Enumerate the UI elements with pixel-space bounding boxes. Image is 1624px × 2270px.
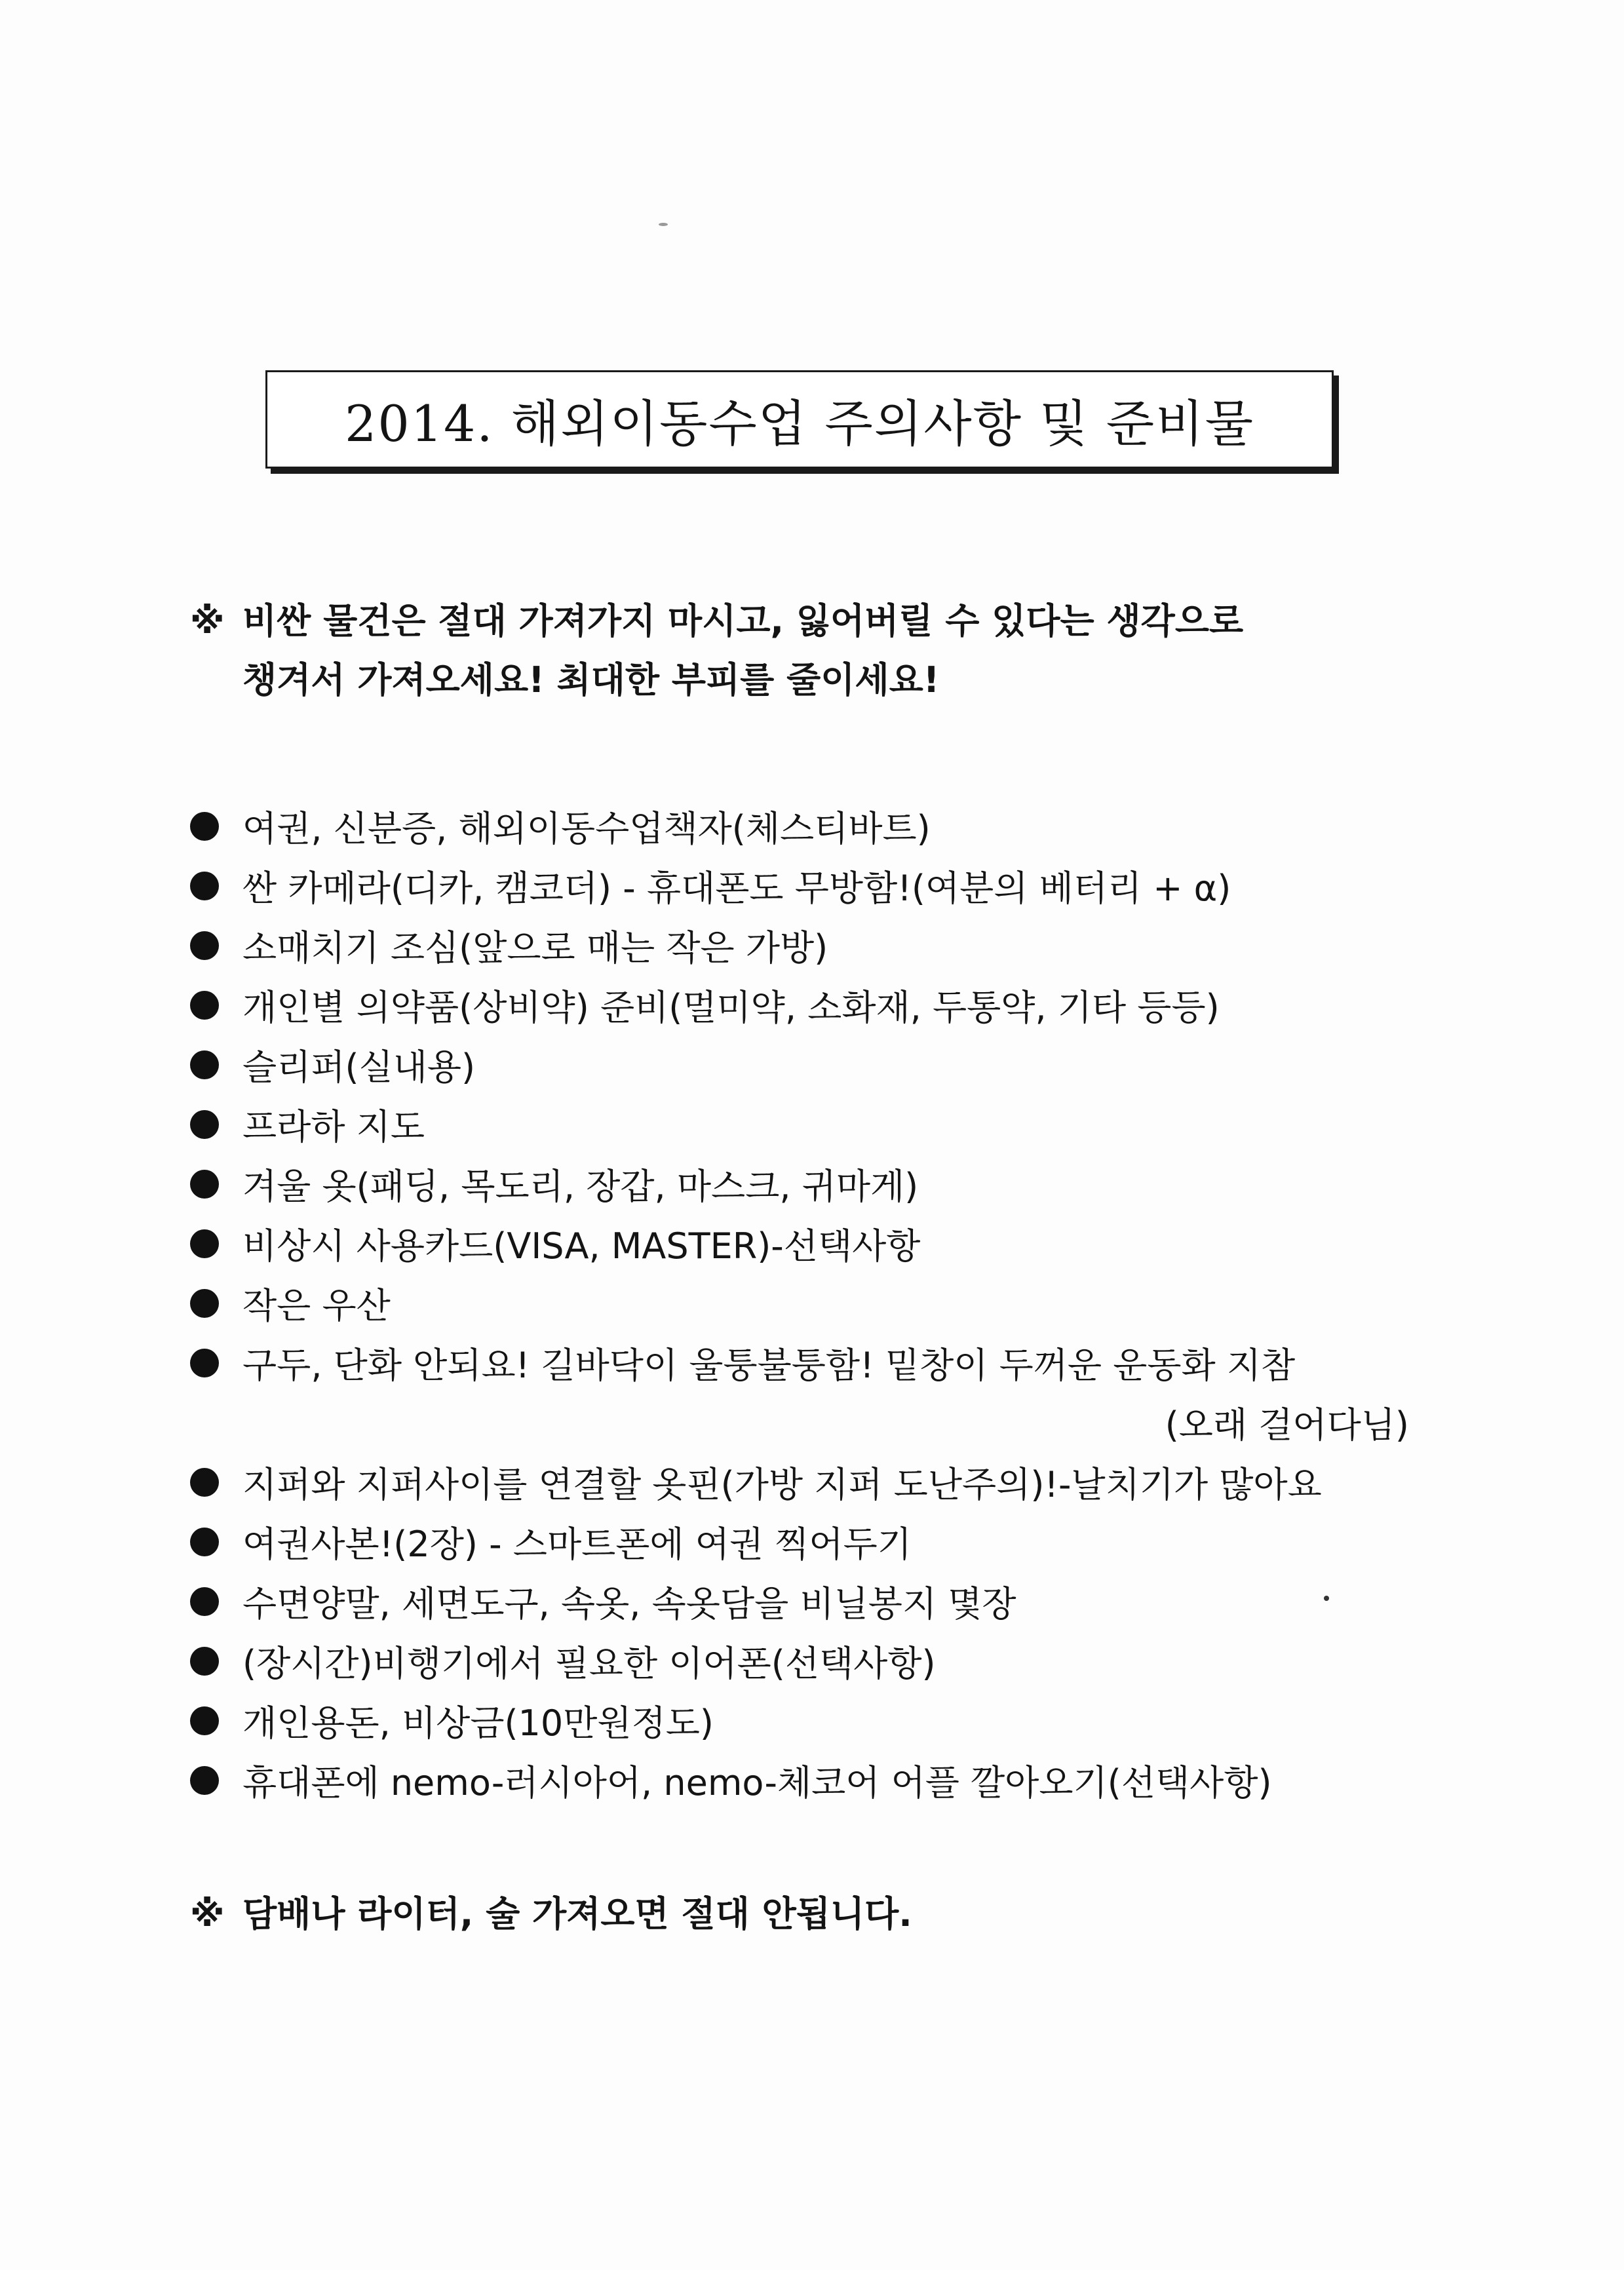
item-text: 휴대폰에 nemo-러시아어, nemo-체코어 어플 깔아오기(선택사항) — [242, 1762, 1272, 1803]
list-item — [190, 1750, 1435, 1810]
item-text: (장시간)비행기에서 필요한 이어폰(선택사항) — [242, 1643, 936, 1684]
bullet-icon — [190, 1349, 219, 1377]
bottom-notice — [190, 1886, 912, 1936]
bullet-icon — [190, 1706, 219, 1735]
list-item — [190, 1631, 1435, 1691]
list-item — [190, 856, 1435, 915]
bullet-icon — [190, 1766, 219, 1795]
list-item — [190, 1691, 1435, 1750]
bullet-icon — [190, 1468, 219, 1497]
item-text: 프라하 지도 — [242, 1106, 425, 1147]
bullet-icon — [190, 812, 219, 841]
item-text: 구두, 단화 안되요! 길바닥이 울퉁불퉁함! 밑창이 두꺼운 운동화 지참 — [242, 1345, 1296, 1386]
list-item — [190, 1512, 1435, 1571]
list-item — [190, 915, 1435, 975]
reference-mark-icon: ※ — [190, 1893, 225, 1934]
item-text: 소매치기 조심(앞으로 매는 작은 가방) — [242, 927, 828, 969]
list-item — [190, 1452, 1435, 1512]
list-item — [190, 1571, 1435, 1631]
list-item — [190, 1273, 1435, 1333]
bullet-icon — [190, 1528, 219, 1556]
bullet-icon — [190, 991, 219, 1020]
bottom-notice-text: 담배나 라이터, 술 가져오면 절대 안됩니다. — [242, 1893, 912, 1934]
item-text: 여권사본!(2장) - 스마트폰에 여권 찍어두기 — [242, 1524, 912, 1565]
paper-speck — [1324, 1596, 1329, 1601]
list-item-continuation: (오래 걸어다님) — [1165, 1404, 1409, 1446]
item-text: 싼 카메라(디카, 캠코더) - 휴대폰도 무방함!(여분의 베터리 + α) — [242, 868, 1231, 909]
bullet-icon — [190, 1110, 219, 1139]
list-item — [190, 796, 1435, 856]
item-text: 개인별 의약품(상비약) 준비(멀미약, 소화재, 두통약, 기타 등등) — [242, 987, 1220, 1028]
page-title: 2014. 해외이동수업 주의사항 및 준비물 — [344, 394, 1255, 453]
bullet-icon — [190, 1587, 219, 1616]
item-text: 여권, 신분증, 해외이동수업책자(체스티바트) — [242, 808, 931, 849]
item-text: 개인용돈, 비상금(10만원정도) — [242, 1702, 714, 1744]
reference-mark-icon: ※ — [190, 600, 225, 642]
item-text: 겨울 옷(패딩, 목도리, 장갑, 마스크, 귀마게) — [242, 1166, 919, 1207]
bullet-icon — [190, 1289, 219, 1318]
item-text: 지퍼와 지퍼사이를 연결할 옷핀(가방 지퍼 도난주의)!-날치기가 많아요 — [242, 1464, 1322, 1505]
checklist — [190, 796, 1435, 1810]
paper-speck — [659, 223, 668, 226]
list-item — [190, 975, 1435, 1035]
list-item — [190, 1214, 1435, 1273]
bullet-icon — [190, 1229, 219, 1258]
list-item — [190, 1154, 1435, 1214]
top-notice-line1 — [190, 593, 1243, 644]
top-notice-text-1: 비싼 물건은 절대 가져가지 마시고, 잃어버릴 수 있다는 생각으로 — [242, 600, 1244, 642]
bullet-icon — [190, 1647, 219, 1676]
item-text: 비상시 사용카드(VISA, MASTER)-선택사항 — [242, 1225, 921, 1267]
title-box — [265, 370, 1334, 469]
bullet-icon — [190, 1170, 219, 1199]
list-item — [190, 1035, 1435, 1094]
bullet-icon — [190, 872, 219, 900]
bullet-icon — [190, 931, 219, 960]
top-notice-line2: 챙겨서 가져오세요! 최대한 부피를 줄이세요! — [242, 659, 940, 701]
item-text: 슬리퍼(실내용) — [242, 1047, 476, 1088]
list-item — [190, 1333, 1435, 1393]
list-item — [190, 1094, 1435, 1154]
bullet-icon — [190, 1050, 219, 1079]
item-text: 수면양말, 세면도구, 속옷, 속옷담을 비닐봉지 몇장 — [242, 1583, 1016, 1625]
item-text: 작은 우산 — [242, 1285, 391, 1326]
